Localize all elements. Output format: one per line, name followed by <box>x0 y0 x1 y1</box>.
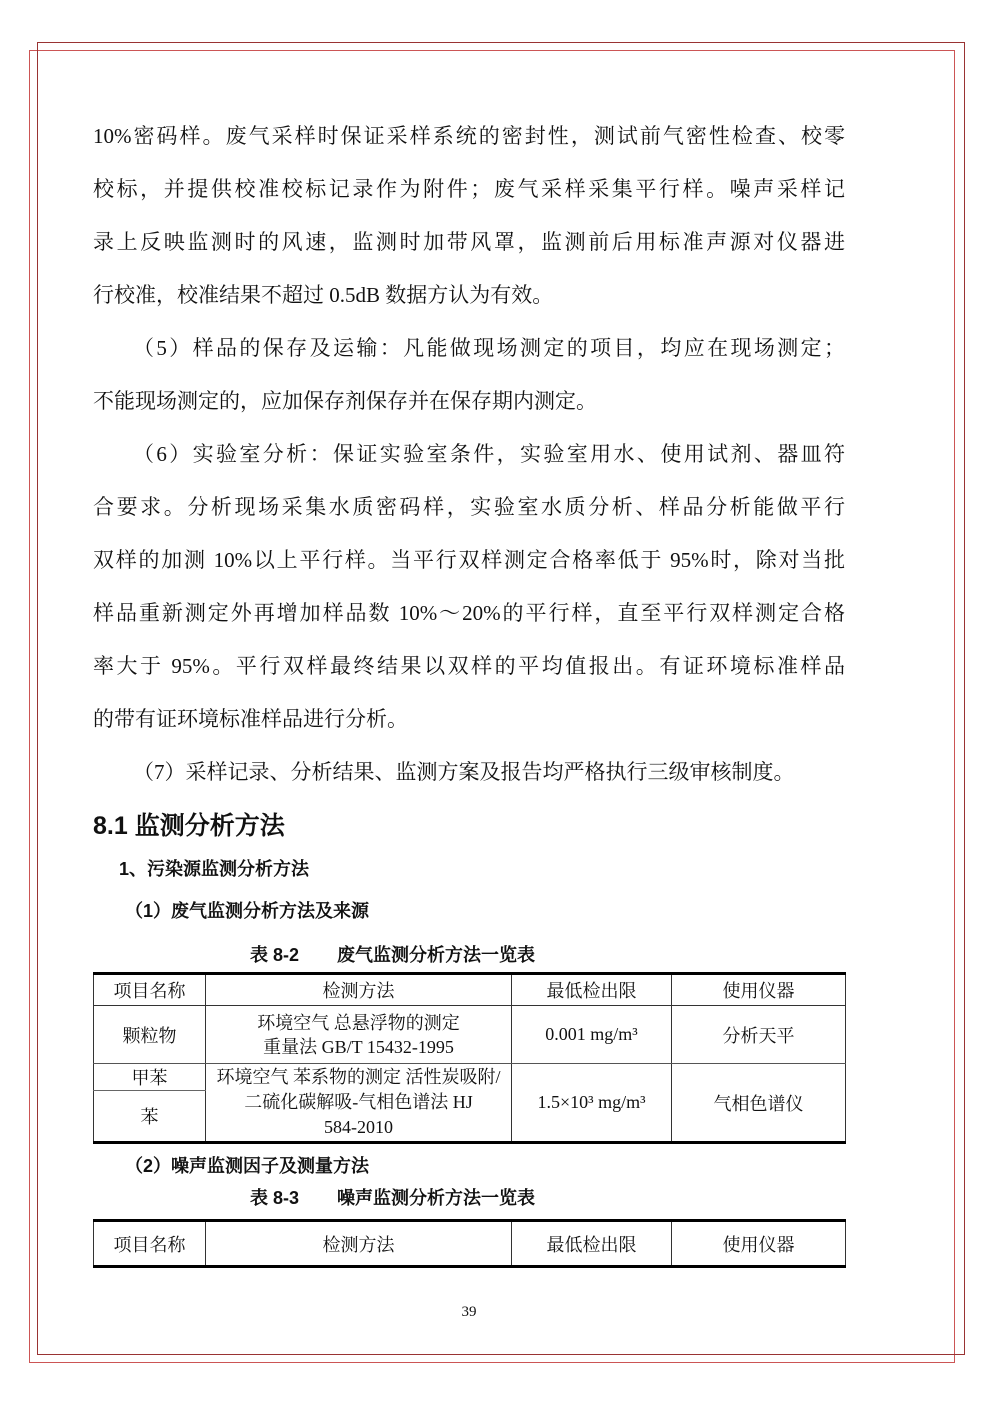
cell-particulate-method-line1: 环境空气 总悬浮物的测定 <box>257 1012 460 1033</box>
table-8-3-header-method: 检测方法 <box>206 1221 512 1267</box>
table-8-3-header-project-name: 项目名称 <box>94 1221 206 1267</box>
body-line: （7）采样记录、分析结果、监测方案及报告均严格执行三级审核制度。 <box>133 760 795 784</box>
table-8-3-header-row <box>94 1221 846 1267</box>
cell-particulate-instrument: 分析天平 <box>672 1006 846 1064</box>
table-8-3-caption-title: 噪声监测分析方法一览表 <box>337 1188 536 1208</box>
body-line: （5）样品的保存及运输：凡能做现场测定的项目，均应在现场测定； <box>133 336 845 360</box>
paragraph-item-5 <box>93 322 845 428</box>
body-line: （6）实验室分析：保证实验室条件，实验室用水、使用试剂、器皿符 <box>133 442 845 466</box>
paragraph-item-6 <box>93 428 845 746</box>
table-8-3-header-instrument: 使用仪器 <box>672 1221 846 1267</box>
cell-benzene-series-instrument: 气相色谱仪 <box>672 1064 846 1143</box>
table-8-2-header-method: 检测方法 <box>206 974 512 1006</box>
cell-particulate-limit: 0.001 mg/m³ <box>512 1006 672 1064</box>
paragraph-item-7 <box>93 746 845 799</box>
section-heading-8-1: 8.1 监测分析方法 <box>93 812 285 840</box>
cell-particulate-method <box>206 1006 512 1064</box>
body-line: 双样的加测 10%以上平行样。当平行双样测定合格率低于 95%时，除对当批 <box>93 548 845 572</box>
table-row-toluene <box>94 1064 846 1091</box>
subheading-noise-monitoring: （2）噪声监测因子及测量方法 <box>125 1156 370 1176</box>
body-line: 合要求。分析现场采集水质密码样，实验室水质分析、样品分析能做平行 <box>93 495 845 519</box>
cell-particulate-name: 颗粒物 <box>94 1006 206 1064</box>
body-line: 样品重新测定外再增加样品数 10%～20%的平行样，直至平行双样测定合格 <box>93 601 845 625</box>
body-line: 10%密码样。废气采样时保证采样系统的密封性，测试前气密性检查、校零 <box>93 124 845 148</box>
body-line: 不能现场测定的，应加保存剂保存并在保存期内测定。 <box>93 389 597 413</box>
cell-benzene-method-line2: 二硫化碳解吸-气相色谱法 HJ <box>244 1092 473 1112</box>
cell-benzene-series-method <box>206 1064 512 1143</box>
table-8-2 <box>93 972 846 1144</box>
table-8-2-header-instrument: 使用仪器 <box>672 974 846 1006</box>
subheading-pollution-source-methods: 1、污染源监测分析方法 <box>119 859 310 879</box>
table-8-3-header-detection-limit: 最低检出限 <box>512 1221 672 1267</box>
cell-particulate-method-line2: 重量法 GB/T 15432-1995 <box>263 1036 454 1057</box>
table-8-2-caption-label: 表 8-2 <box>250 945 300 965</box>
body-line: 校标，并提供校准校标记录作为附件；废气采样采集平行样。噪声采样记 <box>93 177 845 201</box>
cell-benzene-name: 苯 <box>94 1091 206 1143</box>
cell-toluene-name: 甲苯 <box>94 1064 206 1091</box>
table-8-3 <box>93 1219 846 1268</box>
table-row-particulate <box>94 1006 846 1064</box>
table-8-2-header-row <box>94 974 846 1006</box>
table-8-2-caption-title: 废气监测分析方法一览表 <box>337 945 536 965</box>
body-line: 的带有证环境标准样品进行分析。 <box>93 707 408 731</box>
table-8-3-caption-label: 表 8-3 <box>250 1188 300 1208</box>
body-line: 率大于 95%。平行双样最终结果以双样的平均值报出。有证环境标准样品 <box>93 654 845 678</box>
table-8-2-header-detection-limit: 最低检出限 <box>512 974 672 1006</box>
paragraph-sampling-qa <box>93 110 845 322</box>
table-8-2-header-project-name: 项目名称 <box>94 974 206 1006</box>
cell-benzene-method-line3: 584-2010 <box>324 1117 393 1137</box>
body-line: 录上反映监测时的风速，监测时加带风罩，监测前后用标准声源对仪器进 <box>93 230 845 254</box>
cell-benzene-method-line1: 环境空气 苯系物的测定 活性炭吸附/ <box>216 1067 501 1087</box>
table-8-3-caption <box>93 1182 845 1214</box>
table-8-2-caption <box>93 939 845 971</box>
subheading-exhaust-gas-methods: （1）废气监测分析方法及来源 <box>125 901 370 921</box>
cell-benzene-series-limit: 1.5×10³ mg/m³ <box>512 1064 672 1143</box>
page-content <box>93 110 845 1332</box>
body-line: 行校准，校准结果不超过 0.5dB 数据方认为有效。 <box>93 283 554 307</box>
page-number: 39 <box>461 1304 477 1320</box>
